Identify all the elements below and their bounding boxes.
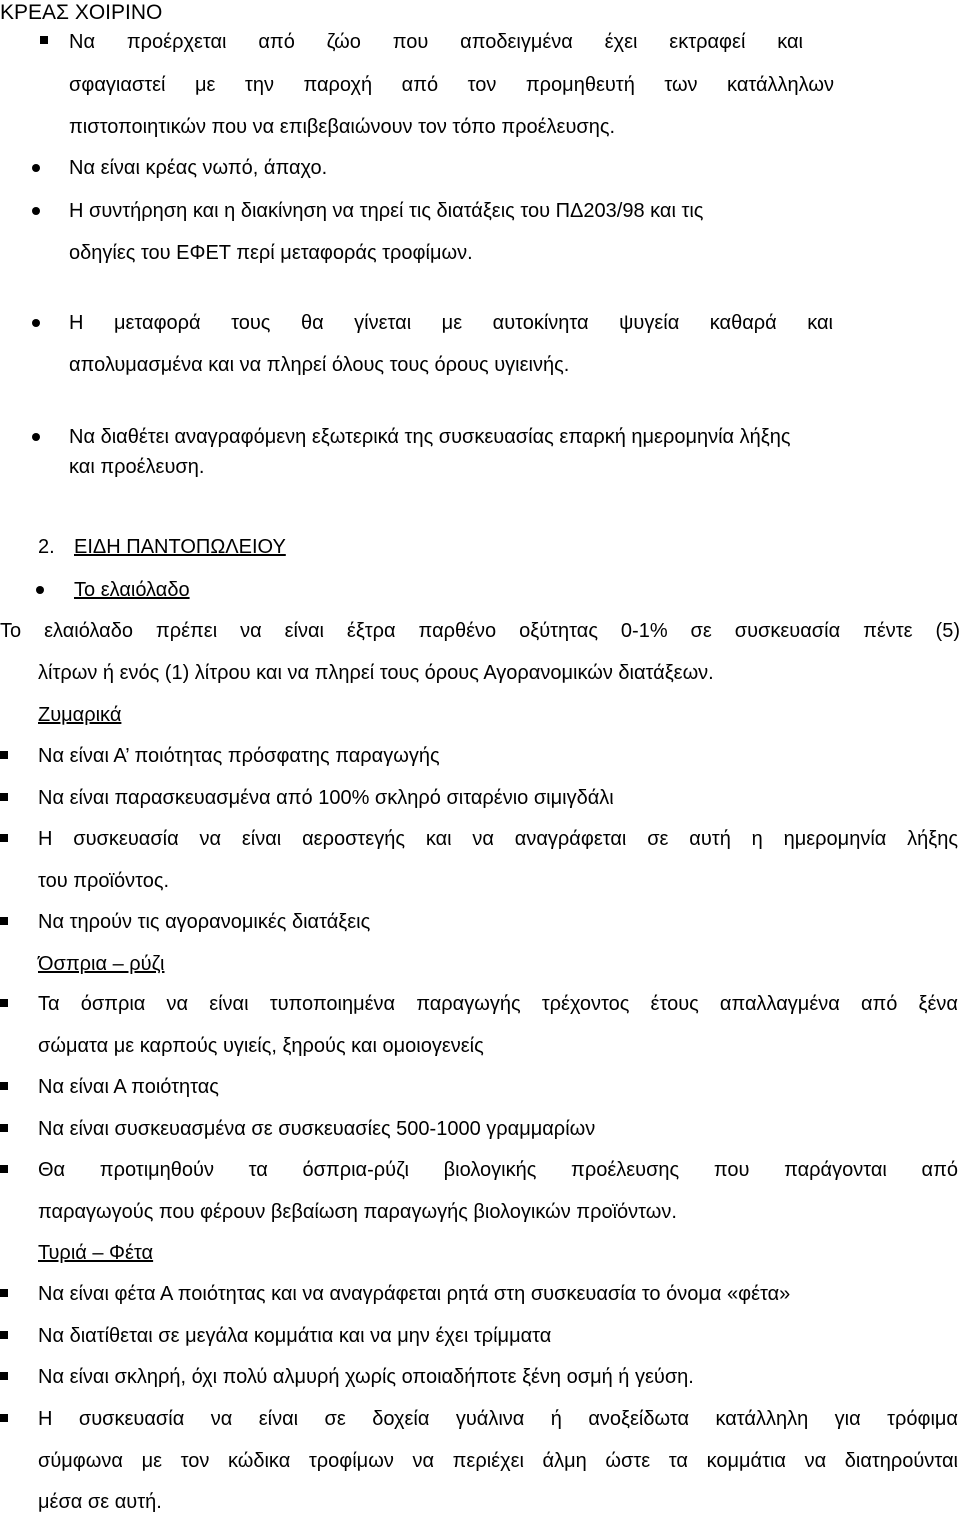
square-bullet-icon: [0, 999, 8, 1007]
round-bullet-icon: [32, 207, 40, 215]
section-title: ΚΡΕΑΣ ΧΟΙΡΙΝΟ: [0, 1, 163, 24]
subsection-heading: Ζυμαρικά: [38, 704, 122, 726]
square-bullet-icon: [0, 1372, 8, 1380]
square-bullet-icon: [0, 793, 8, 801]
list-item-line: Να είναι Α’ ποιότητας πρόσφατης παραγωγής: [38, 745, 440, 767]
section-number: 2.: [38, 536, 55, 558]
list-item-line: Να διαθέτει αναγραφόμενη εξωτερικά της συσκευασίας επαρκή ημερομηνία λήξης: [69, 426, 791, 448]
subsection-heading: Τυριά – Φέτα: [38, 1242, 154, 1264]
paragraph-line: Το ελαιόλαδο πρέπει να είναι έξτρα παρθένο οξύτητας 0-1% σε συσκευασία πέντε (5): [0, 620, 960, 642]
round-bullet-icon: [32, 164, 40, 172]
section-title: ΕΙΔΗ ΠΑΝΤΟΠΩΛΕΙΟΥ: [74, 536, 286, 558]
list-item-line: παραγωγούς που φέρουν βεβαίωση παραγωγής βιολογικών προϊόντων.: [38, 1201, 677, 1223]
square-bullet-icon: [40, 36, 48, 44]
square-bullet-icon: [0, 917, 8, 925]
round-bullet-icon: [32, 433, 40, 441]
list-item-line: Θα προτιμηθούν τα όσπρια-ρύζι βιολογικής προέλευσης που παράγονται από: [38, 1159, 958, 1181]
list-item-line: Να είναι σκληρή, όχι πολύ αλμυρή χωρίς οποιαδήποτε ξένη οσμή ή γεύση.: [38, 1366, 694, 1388]
paragraph-line: λίτρων ή ενός (1) λίτρου και να πληρεί τους όρους Αγορανομικών διατάξεων.: [38, 662, 714, 684]
list-item-line: σφαγιαστεί με την παροχή από τον προμηθευτή των κατάλληλων: [69, 74, 834, 96]
square-bullet-icon: [0, 751, 8, 759]
list-item-line: Να τηρούν τις αγορανομικές διατάξεις: [38, 911, 371, 933]
list-item-line: Να διατίθεται σε μεγάλα κομμάτια και να μην έχει τρίμματα: [38, 1325, 552, 1347]
list-item-line: μέσα σε αυτή.: [38, 1491, 162, 1513]
list-item-line: του προϊόντος.: [38, 870, 170, 892]
round-bullet-icon: [32, 319, 40, 327]
list-item-line: Να είναι παρασκευασμένα από 100% σκληρό σιταρένιο σιμιγδάλι: [38, 787, 614, 809]
list-item-line: Να είναι φέτα Α ποιότητας και να αναγράφεται ρητά στη συσκευασία το όνομα «φέτα»: [38, 1283, 791, 1305]
square-bullet-icon: [0, 1082, 8, 1090]
list-item-line: σύμφωνα με τον κώδικα τροφίμων να περιέχει άλμη ώστε τα κομμάτια να διατηρούνται: [38, 1450, 958, 1472]
list-item-line: οδηγίες του ΕΦΕΤ περί μεταφοράς τροφίμων.: [69, 242, 473, 264]
list-item-line: Να είναι κρέας νωπό, άπαχο.: [69, 157, 328, 179]
list-item-line: Να προέρχεται από ζώο που αποδειγμένα έχει εκτραφεί και: [69, 31, 803, 53]
subsection-heading: Όσπρια – ρύζι: [38, 953, 165, 975]
list-item-line: Η συσκευασία να είναι σε δοχεία γυάλινα ή ανοξείδωτα κατάλληλη για τρόφιμα: [38, 1408, 958, 1430]
list-item-line: και προέλευση.: [69, 456, 205, 478]
square-bullet-icon: [0, 1124, 8, 1132]
square-bullet-icon: [0, 1165, 8, 1173]
list-item-line: Η μεταφορά τους θα γίνεται με αυτοκίνητα ψυγεία καθαρά και: [69, 312, 833, 334]
list-item-line: Η συντήρηση και η διακίνηση να τηρεί τις διατάξεις του ΠΔ203/98 και τις: [69, 200, 704, 222]
square-bullet-icon: [0, 1414, 8, 1422]
list-item-line: πιστοποιητικών που να επιβεβαιώνουν τον τόπο προέλευσης.: [69, 116, 616, 138]
list-item-line: Η συσκευασία να είναι αεροστεγής και να αναγράφεται σε αυτή η ημερομηνία λήξης: [38, 828, 958, 850]
square-bullet-icon: [0, 1289, 8, 1297]
list-item-line: σώματα με καρπούς υγιείς, ξηρούς και ομοιογενείς: [38, 1035, 484, 1057]
list-item-line: απολυμασμένα και να πληρεί όλους τους όρους υγιεινής.: [69, 354, 570, 376]
list-item-line: Να είναι συσκευασμένα σε συσκευασίες 500-1000 γραμμαρίων: [38, 1118, 596, 1140]
round-bullet-icon: [36, 586, 44, 594]
square-bullet-icon: [0, 834, 8, 842]
list-item-line: Να είναι Α ποιότητας: [38, 1076, 219, 1098]
subsection-heading: Το ελαιόλαδο: [74, 579, 190, 601]
square-bullet-icon: [0, 1331, 8, 1339]
list-item-line: Τα όσπρια να είναι τυποποιημένα παραγωγής τρέχοντος έτους απαλλαγμένα από ξένα: [38, 993, 958, 1015]
